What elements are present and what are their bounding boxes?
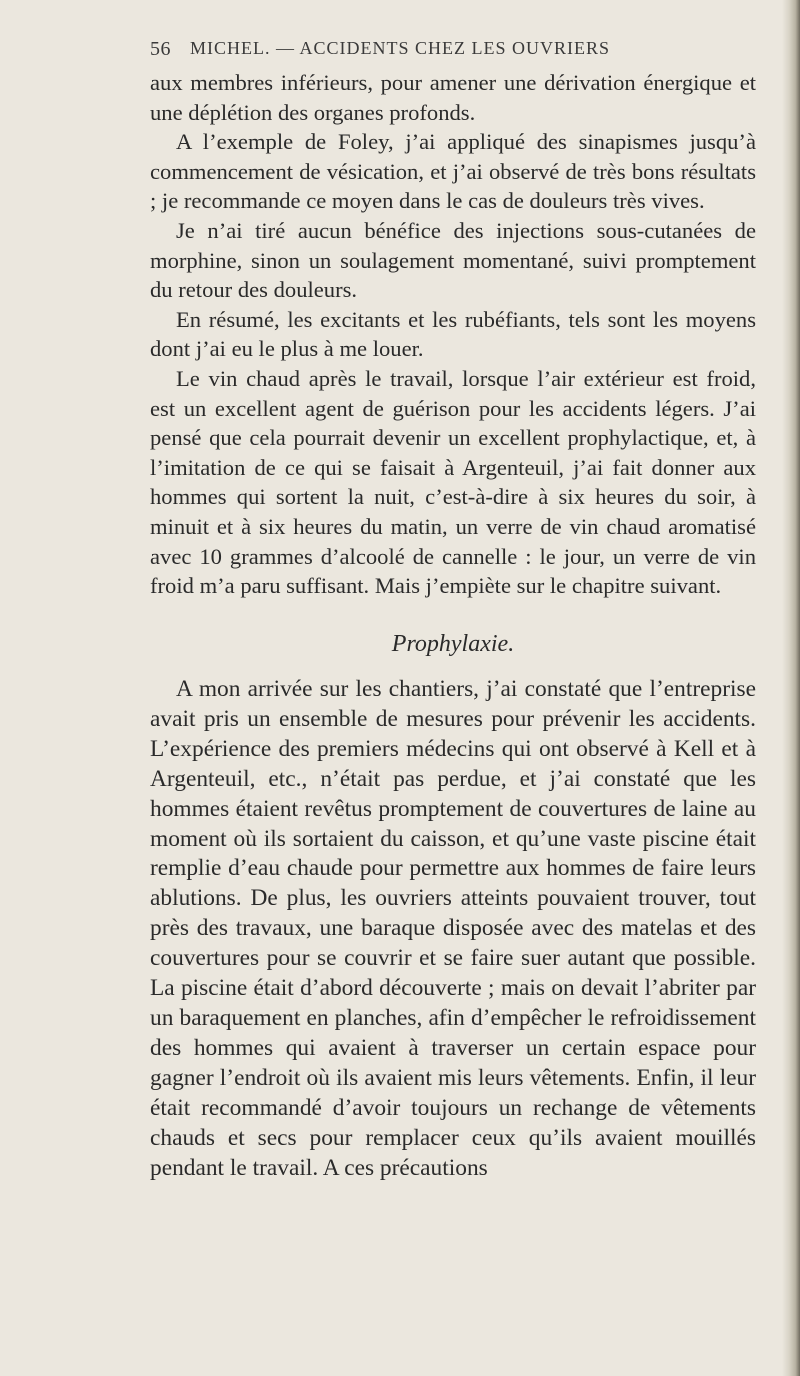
page-edge-shadow [782, 0, 800, 1376]
section-heading: Prophylaxie. [391, 631, 515, 657]
paragraph: A mon arrivée sur les chantiers, j’ai constaté que l’entreprise avait pris un ensemble de mesures pour prévenir les accidents. L’expérience des premiers médecins qui ont observé à Kell et à Argenteuil, etc., n’était pas perdue, et j’ai constaté que les hommes étaient revêtus promptement de couvertures de laine au moment où ils sortaient du caisson, et qu’une vaste piscine était remplie d’eau chaude pour permettre aux hommes de faire leurs ablutions. De plus, les ouvriers atteints pouvaient trouver, tout près des travaux, une baraque disposée avec des matelas et des couvertures pour se couvrir et se faire suer autant que possible. La piscine était d’abord découverte ; mais on devait l’abriter par un baraquement en planches, afin d’empêcher le refroidissement des hommes qui avaient à traverser un certain espace pour gagner l’endroit où ils avaient mis leurs vêtements. Enfin, il leur était recommandé d’avoir toujours un rechange de vêtements chauds et secs pour remplacer ceux qu’ils avaient mouillés pendant le travail. A ces précautions [150, 676, 756, 1181]
paragraph: aux membres inférieurs, pour amener une dérivation énergique et une déplétion des organes profonds. [150, 70, 756, 125]
paragraph: En résumé, les excitants et les rubéfiants, tels sont les moyens dont j’ai eu le plus à me louer. [150, 306, 756, 362]
paragraph: Je n’ai tiré aucun bénéfice des injections sous-cutanées de morphine, sinon un soulagement momentané, suivi promptement du retour des douleurs. [150, 217, 756, 303]
body-text-section-1 [150, 68, 756, 601]
running-title: MICHEL. — ACCIDENTS CHEZ LES OUVRIERS [190, 38, 611, 58]
body-text-section-2 [150, 675, 756, 1183]
paragraph: A l’exemple de Foley, j’ai appliqué des sinapismes jusqu’à commencement de vésication, et j’ai observé de très bons résultats ; je recommande ce moyen dans le cas de douleurs très vives. [150, 129, 756, 214]
paragraph: Le vin chaud après le travail, lorsque l’air extérieur est froid, est un excellent agent de guérison pour les accidents légers. J’ai pensé que cela pourrait devenir un excellent prophylactique, et, à l’imitation de ce qui se faisait à Argenteuil, j’ai fait donner aux hommes qui sortent la nuit, c’est-à-dire à six heures du soir, à minuit et à six heures du matin, un verre de vin chaud aromatisé avec 10 grammes d’alcoolé de cannelle : le jour, un verre de vin froid m’a paru suffisant. Mais j’empiète sur le chapitre suivant. [150, 365, 756, 599]
page-number: 56 [150, 38, 171, 60]
